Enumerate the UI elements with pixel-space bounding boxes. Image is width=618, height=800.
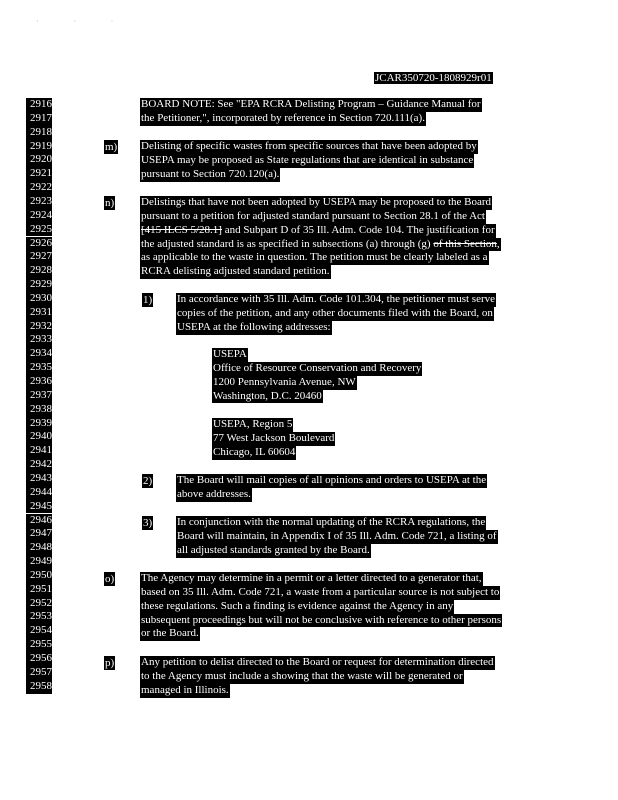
item-label-2: 2) — [143, 475, 153, 487]
line-number: 2943 — [26, 472, 52, 486]
line-number: 2916 — [26, 98, 52, 112]
paragraph-line: Delistings that have not been adopted by USEPA may be proposed to the Board — [141, 196, 492, 208]
line-number: 2920 — [26, 153, 52, 167]
line-number: 2954 — [26, 624, 52, 638]
line-number: 2919 — [26, 140, 52, 154]
item-1 — [176, 293, 496, 335]
line-number: 2924 — [26, 209, 52, 223]
board-note-line: BOARD NOTE: See "EPA RCRA Delisting Program – Guidance Manual for — [141, 98, 481, 110]
address-line: 77 West Jackson Boulevard — [213, 431, 335, 444]
paragraph-line: pursuant to a petition for adjusted standard pursuant to Section 28.1 of the Act — [141, 209, 485, 222]
paragraph-line: USEPA at the following addresses: — [177, 320, 331, 333]
board-note-line: the Petitioner,", incorporated by reference in Section 720.111(a). — [141, 111, 425, 124]
paragraph-line: copies of the petition, and any other documents filed with the Board, on — [177, 306, 493, 319]
line-number: 2952 — [26, 597, 52, 611]
address-usepa-region5 — [212, 418, 335, 460]
line-number: 2958 — [26, 680, 52, 694]
line-number: 2950 — [26, 569, 52, 583]
line-number: 2936 — [26, 375, 52, 389]
line-text: and Subpart D of 35 Ill. Adm. Code 104. The justification for — [221, 223, 495, 236]
line-number: 2956 — [26, 652, 52, 666]
item-label-1: 1) — [143, 294, 153, 306]
line-number: 2939 — [26, 417, 52, 431]
paragraph-line — [140, 224, 496, 238]
line-number: 2927 — [26, 250, 52, 264]
line-number: 2933 — [26, 333, 52, 347]
line-number: 2948 — [26, 541, 52, 555]
struck-text: of this Section — [433, 237, 497, 250]
paragraph-line: these regulations. Such a finding is evidence against the Agency in any — [141, 599, 454, 612]
paragraph-line: The Agency may determine in a permit or a letter directed to a generator that, — [141, 572, 482, 584]
address-usepa-hq — [212, 348, 422, 403]
line-number: 2929 — [26, 278, 52, 292]
paragraph-line: or the Board. — [141, 627, 199, 640]
line-number: 2931 — [26, 306, 52, 320]
line-number: 2941 — [26, 444, 52, 458]
line-number: 2946 — [26, 514, 52, 528]
line-number: 2938 — [26, 403, 52, 417]
line-number: 2949 — [26, 555, 52, 569]
subsection-label-m: m) — [105, 141, 118, 153]
item-3 — [176, 516, 498, 558]
subsection-o — [140, 572, 502, 641]
address-line: USEPA, Region 5 — [213, 418, 293, 430]
line-text: , — [496, 237, 500, 250]
line-text: the adjusted standard is as specified in subsections (a) through (g) — [141, 237, 434, 250]
paragraph-line: In conjunction with the normal updating of the RCRA regulations, the — [177, 516, 486, 528]
line-number: 2925 — [26, 223, 52, 237]
paragraph-line: In accordance with 35 Ill. Adm. Code 101.304, the petitioner must serve — [177, 293, 496, 305]
paragraph-line: USEPA may be proposed as State regulations that are identical in substance — [141, 153, 474, 166]
subsection-label-p: p) — [105, 657, 115, 669]
paragraph-line: subsequent proceedings but will not be conclusive with reference to other persons — [141, 613, 502, 626]
subsection-p — [140, 656, 495, 698]
address-line: Washington, D.C. 20460 — [213, 389, 322, 402]
line-number: 2953 — [26, 610, 52, 624]
subsection-label-o: o) — [105, 573, 115, 585]
line-number: 2935 — [26, 361, 52, 375]
subsection-n — [140, 196, 501, 279]
paragraph-line: to the Agency must include a showing that the waste will be generated or — [141, 669, 463, 682]
line-number: 2947 — [26, 527, 52, 541]
line-number: 2922 — [26, 181, 52, 195]
paragraph-line: managed in Illinois. — [141, 683, 229, 696]
line-number: 2921 — [26, 167, 52, 181]
line-number: 2930 — [26, 292, 52, 306]
line-number: 2942 — [26, 458, 52, 472]
line-number: 2934 — [26, 347, 52, 361]
item-2 — [176, 474, 487, 502]
subsection-m — [140, 140, 478, 182]
line-number: 2926 — [26, 237, 52, 251]
paragraph-line: as applicable to the waste in question. The petition must be clearly labeled as a — [141, 251, 488, 264]
paragraph-line: above addresses. — [177, 487, 251, 500]
line-number: 2957 — [26, 666, 52, 680]
line-number: 2932 — [26, 320, 52, 334]
paragraph-line: The Board will mail copies of all opinions and orders to USEPA at the — [177, 474, 487, 486]
paragraph-line: Delisting of specific wastes from specific sources that have been adopted by — [141, 140, 477, 152]
line-number: 2951 — [26, 583, 52, 597]
struck-citation: [415 ILCS 5/28.1] — [141, 223, 222, 236]
paragraph-line: all adjusted standards granted by the Board. — [177, 543, 370, 556]
line-number: 2955 — [26, 638, 52, 652]
paragraph-line: pursuant to Section 720.120(a). — [141, 167, 280, 180]
subsection-label-n: n) — [105, 197, 115, 209]
paragraph-line — [140, 238, 501, 252]
line-number: 2923 — [26, 195, 52, 209]
board-note — [140, 98, 482, 126]
document-id: JCAR350720-1808929r01 — [375, 72, 492, 84]
line-number: 2945 — [26, 500, 52, 514]
scan-marks: · · · — [36, 16, 130, 26]
line-number: 2944 — [26, 486, 52, 500]
line-number: 2917 — [26, 112, 52, 126]
address-line: USEPA — [213, 348, 247, 360]
paragraph-line: Any petition to delist directed to the Board or request for determination directed — [141, 656, 494, 668]
line-number: 2928 — [26, 264, 52, 278]
line-number: 2940 — [26, 430, 52, 444]
line-number: 2918 — [26, 126, 52, 140]
address-line: Chicago, IL 60604 — [213, 445, 296, 458]
address-line: Office of Resource Conservation and Recovery — [213, 361, 422, 374]
paragraph-line: Board will maintain, in Appendix I of 35 Ill. Adm. Code 721, a listing of — [177, 529, 497, 542]
address-line: 1200 Pennsylvania Avenue, NW — [213, 375, 356, 388]
line-number: 2937 — [26, 389, 52, 403]
paragraph-line: RCRA delisting adjusted standard petition. — [141, 265, 330, 278]
item-label-3: 3) — [143, 517, 153, 529]
paragraph-line: based on 35 Ill. Adm. Code 721, a waste from a particular source is not subject to — [141, 585, 500, 598]
